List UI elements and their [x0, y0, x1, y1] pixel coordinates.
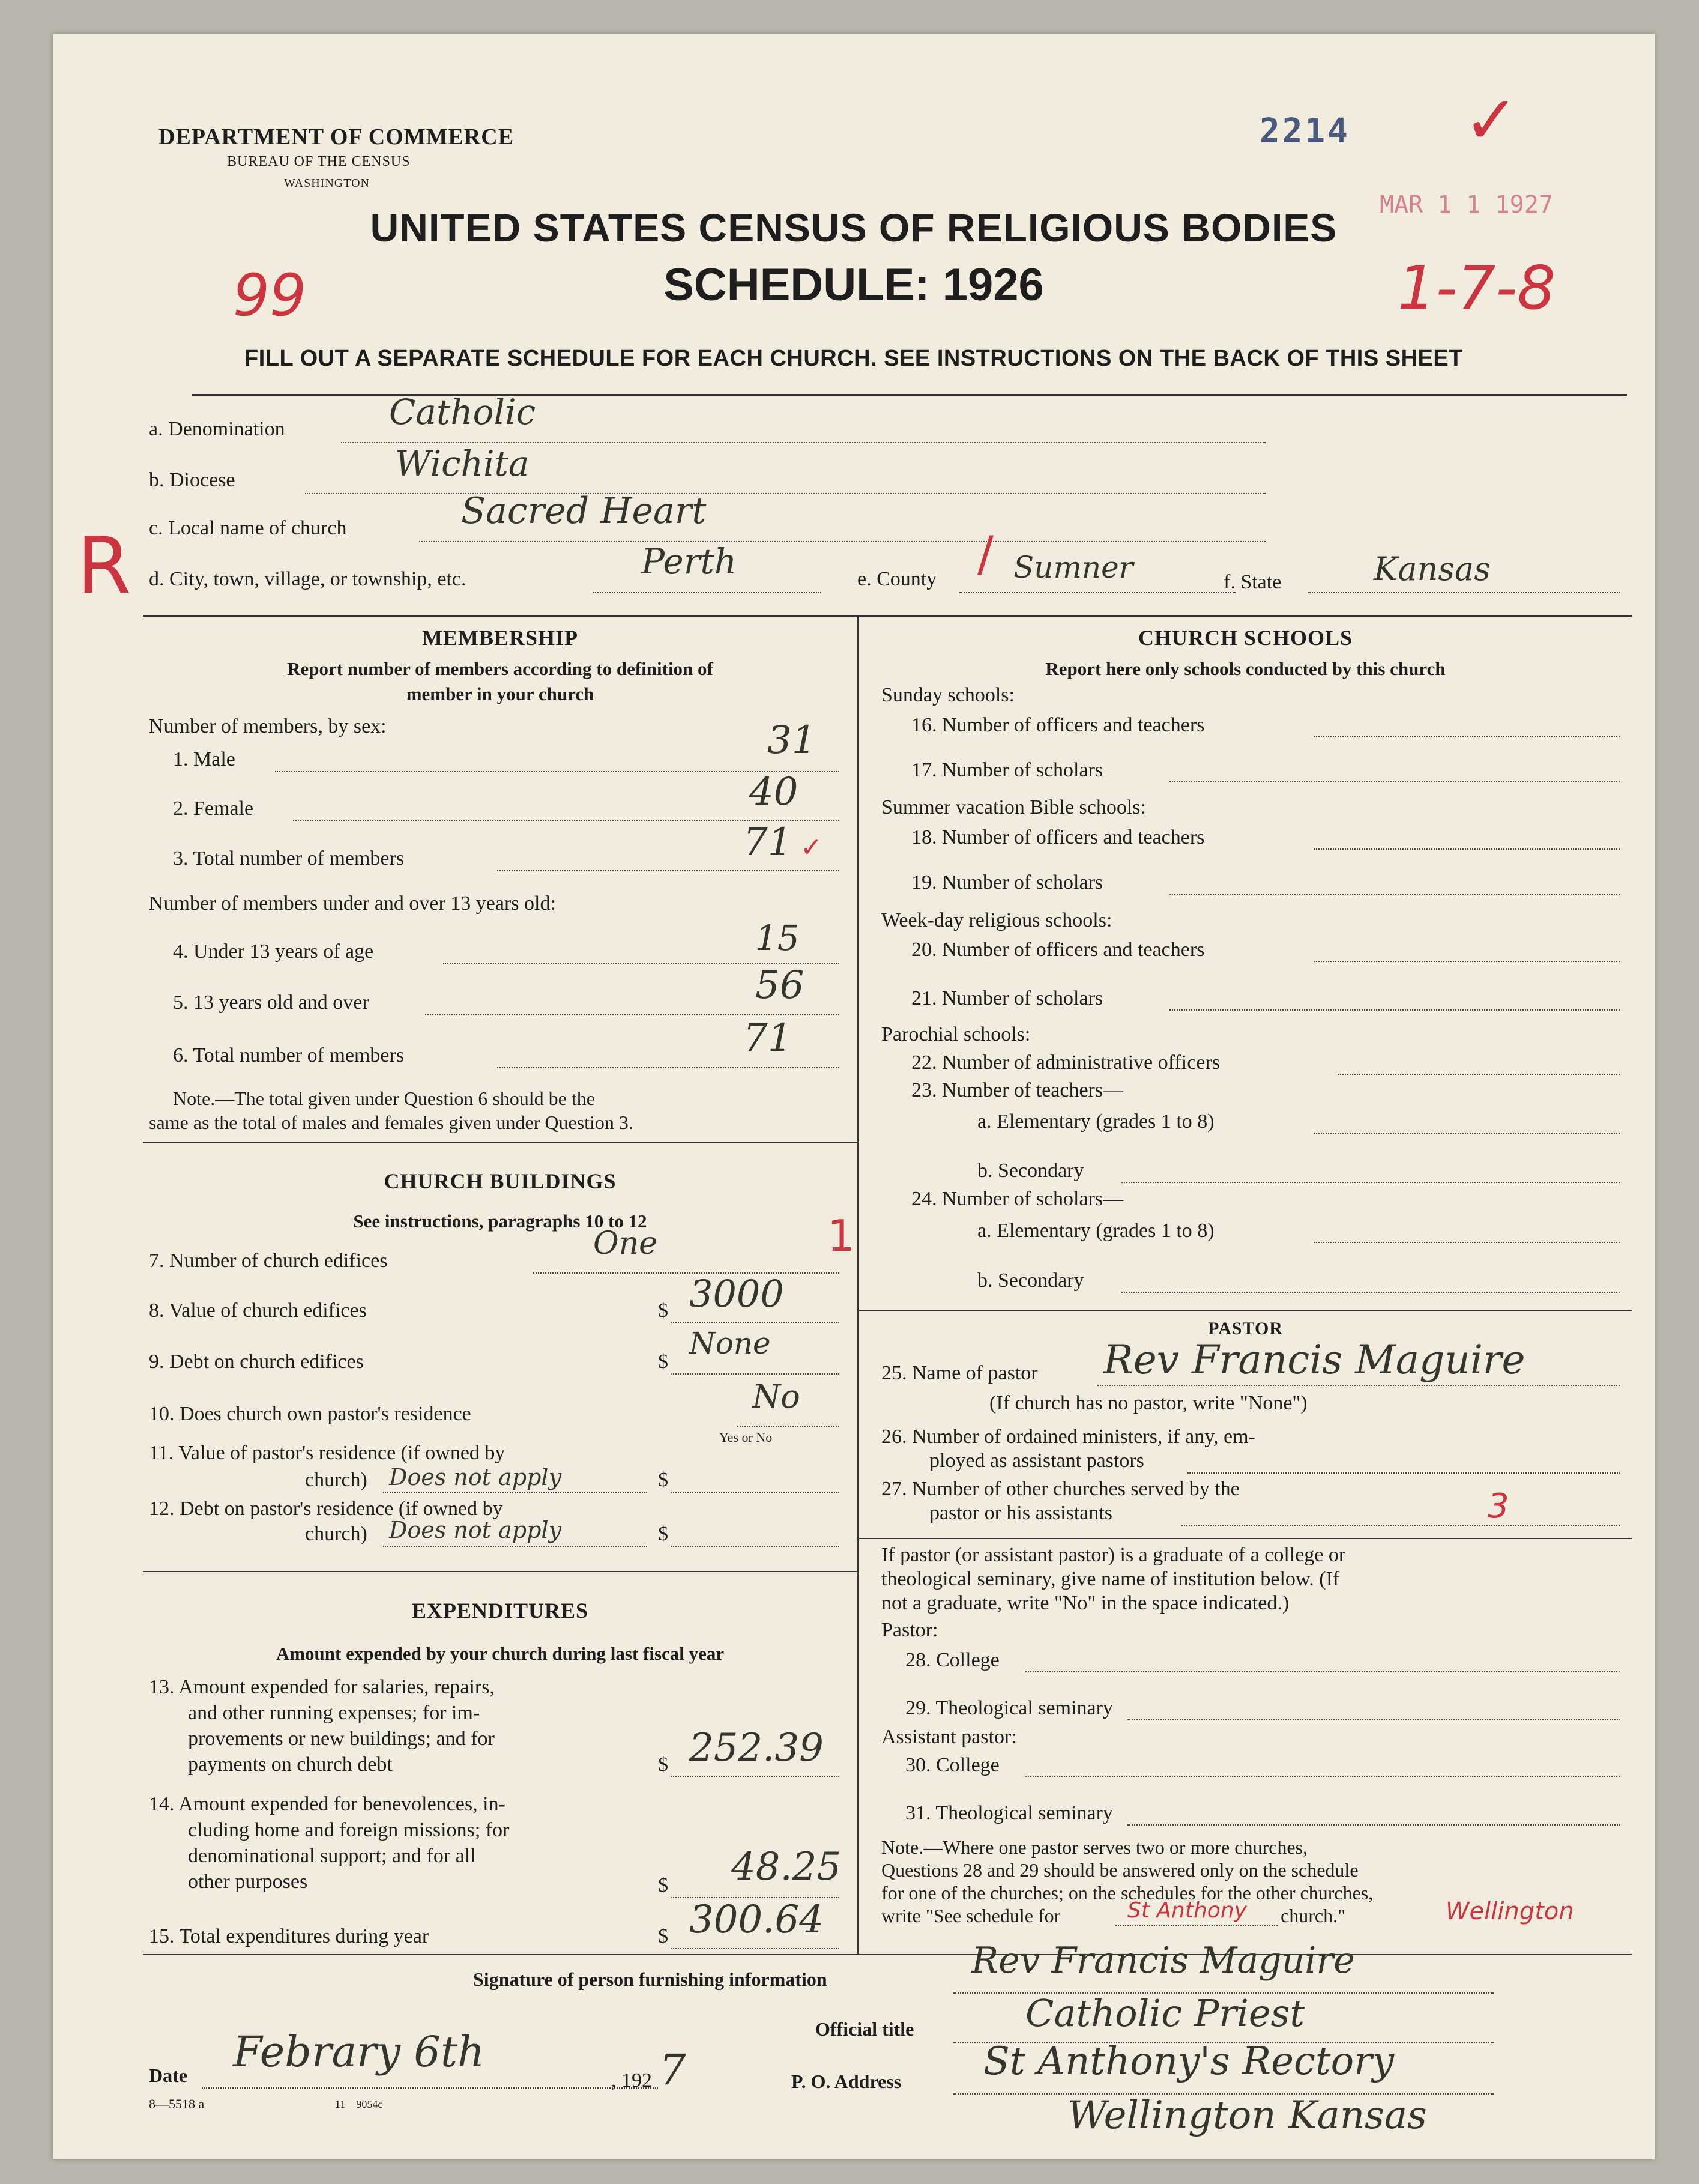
date-label: Date	[149, 2065, 187, 2086]
q13-line-1: 13. Amount expended for salaries, repairs,	[149, 1676, 495, 1698]
schools-heading: CHURCH SCHOOLS	[1138, 626, 1353, 650]
graduate-instruction-1: If pastor (or assistant pastor) is a graduate of a college or	[881, 1544, 1346, 1566]
parochial-schools-label: Parochial schools:	[881, 1023, 1031, 1045]
membership-heading: MEMBERSHIP	[421, 626, 578, 650]
bureau-heading: BUREAU OF THE CENSUS	[227, 154, 411, 169]
q19-line	[1169, 894, 1620, 895]
red-letter-mark: R	[77, 520, 131, 611]
assistant-sub-label: Assistant pastor:	[881, 1726, 1017, 1748]
pastor-note-fill: St Anthony	[1127, 1898, 1247, 1923]
q22-line	[1338, 1074, 1620, 1075]
schedule-title: SCHEDULE: 1926	[663, 259, 1044, 310]
q30-line	[1025, 1776, 1620, 1777]
divider	[143, 615, 1632, 617]
q16-line	[1314, 736, 1620, 737]
expenditures-heading: EXPENDITURES	[411, 1599, 589, 1623]
sunday-schools-label: Sunday schools:	[881, 684, 1015, 706]
summer-schools-label: Summer vacation Bible schools:	[881, 796, 1146, 818]
q18-line	[1314, 848, 1620, 850]
q8-value: 3000	[689, 1272, 784, 1316]
q14-line-4: other purposes	[188, 1871, 308, 1893]
q17-line	[1169, 781, 1620, 782]
pastor-note-3: for one of the churches; on the schedules for the other churches,	[881, 1882, 1374, 1904]
q31-label: 31. Theological seminary	[905, 1802, 1113, 1824]
form-code: 8—5518 a	[149, 2096, 205, 2111]
pastor-note-fill-line	[1115, 1925, 1278, 1926]
divider	[859, 1310, 1632, 1311]
signature-value: Rev Francis Maguire	[971, 1940, 1355, 1982]
church-name-value: Sacred Heart	[461, 490, 707, 532]
q11-value: Does not apply	[389, 1464, 562, 1490]
q14-line-2: cluding home and foreign missions; for	[188, 1819, 510, 1841]
q14-line-3: denominational support; and for all	[188, 1845, 476, 1867]
q20-label: 20. Number of officers and teachers	[911, 939, 1205, 961]
denomination-value: Catholic	[389, 392, 536, 432]
q25-line	[1097, 1385, 1620, 1386]
red-tick-mark: /	[977, 526, 994, 582]
q5-label: 5. 13 years old and over	[173, 991, 369, 1014]
q10-label: 10. Does church own pastor's residence	[149, 1403, 471, 1425]
q8-label: 8. Value of church edifices	[149, 1299, 367, 1322]
q21-line	[1169, 1009, 1620, 1011]
po-address-value-2: Wellington Kansas	[1067, 2093, 1427, 2138]
print-code: 11—9054c	[335, 2098, 383, 2110]
city-label: d. City, town, village, or township, etc.	[149, 568, 466, 590]
official-title-value: Catholic Priest	[1025, 1991, 1305, 2035]
q5-line	[425, 1014, 839, 1015]
q24b-line	[1121, 1292, 1620, 1293]
graduate-instruction-3: not a graduate, write "No" in the space indicated.)	[881, 1592, 1290, 1614]
q19-label: 19. Number of scholars	[911, 871, 1103, 894]
pastor-note-4-prefix: write "See schedule for	[881, 1905, 1061, 1926]
q28-line	[1025, 1671, 1620, 1672]
po-address-value-1: St Anthony's Rectory	[983, 2039, 1394, 2084]
q7-value: One	[593, 1226, 657, 1262]
county-label: e. County	[857, 568, 937, 590]
po-address-label: P. O. Address	[791, 2071, 902, 2092]
pastor-sub-label: Pastor:	[881, 1619, 938, 1641]
q27-line-1: 27. Number of other churches served by the	[881, 1478, 1240, 1500]
q12-label-2: church)	[305, 1523, 367, 1545]
q27-value: 3	[1488, 1487, 1509, 1526]
q21-label: 21. Number of scholars	[911, 987, 1103, 1009]
city-heading: WASHINGTON	[284, 177, 370, 190]
divider	[859, 1538, 1632, 1539]
form-title: UNITED STATES CENSUS OF RELIGIOUS BODIES	[370, 205, 1338, 250]
q1-label: 1. Male	[173, 748, 235, 770]
q14-line-1: 14. Amount expended for benevolences, in-	[149, 1793, 505, 1815]
q13-line	[671, 1776, 839, 1777]
q30-label: 30. College	[905, 1754, 1000, 1776]
church-name-line	[419, 541, 1266, 542]
department-heading: DEPARTMENT OF COMMERCE	[158, 124, 515, 150]
year-digit: 7	[659, 2045, 686, 2095]
q27-line-2: pastor or his assistants	[929, 1502, 1113, 1524]
q8-line	[671, 1322, 839, 1323]
q10-line	[737, 1426, 839, 1427]
q13-dollar: $	[658, 1753, 668, 1776]
year-prefix: , 192	[611, 2069, 652, 2092]
census-schedule-sheet	[53, 34, 1655, 2159]
q6-label: 6. Total number of members	[173, 1044, 405, 1066]
q13-value: 252.39	[689, 1726, 824, 1770]
q2-value: 40	[749, 770, 798, 814]
diocese-label: b. Diocese	[149, 469, 235, 491]
city-value: Perth	[641, 541, 737, 582]
serial-number: 2214	[1260, 112, 1350, 151]
q9-dollar: $	[658, 1351, 668, 1373]
q15-label: 15. Total expenditures during year	[149, 1925, 429, 1947]
graduate-instruction-2: theological seminary, give name of institution below. (If	[881, 1568, 1340, 1590]
q15-dollar: $	[658, 1925, 668, 1947]
q8-dollar: $	[658, 1299, 668, 1322]
q25-value: Rev Francis Maguire	[1103, 1337, 1525, 1383]
q27-line	[1181, 1525, 1620, 1526]
q2-label: 2. Female	[173, 797, 254, 820]
q1-value: 31	[767, 718, 816, 763]
q23a-line	[1314, 1133, 1620, 1134]
q9-line	[671, 1373, 839, 1375]
q14-value: 48.25	[731, 1845, 842, 1889]
schools-sub: Report here only schools conducted by this church	[1045, 658, 1446, 679]
signature-label: Signature of person furnishing information	[473, 1968, 827, 1990]
weekday-schools-label: Week-day religious schools:	[881, 909, 1112, 931]
by-age-label: Number of members under and over 13 years old:	[149, 892, 556, 915]
official-title-label: Official title	[815, 2018, 914, 2040]
q12-value: Does not apply	[389, 1517, 562, 1543]
by-sex-label: Number of members, by sex:	[149, 715, 387, 737]
divider	[143, 1142, 857, 1143]
q13-line-4: payments on church debt	[188, 1753, 393, 1776]
q9-value: None	[689, 1326, 771, 1361]
pastor-note-1: Note.—Where one pastor serves two or more churches,	[881, 1836, 1308, 1858]
q3-line	[497, 870, 839, 871]
buildings-heading: CHURCH BUILDINGS	[384, 1169, 617, 1193]
state-line	[1308, 592, 1620, 593]
membership-intro-1: Report number of members according to definition of	[287, 658, 713, 679]
q11-line	[383, 1492, 647, 1493]
q15-value: 300.64	[689, 1898, 824, 1942]
q23-label: 23. Number of teachers—	[911, 1079, 1124, 1101]
q24b-label: b. Secondary	[977, 1269, 1084, 1292]
q5-value: 56	[755, 963, 804, 1008]
state-label: f. State	[1224, 571, 1282, 593]
pastor-note-4-suffix: church."	[1281, 1905, 1346, 1926]
county-line	[959, 592, 1236, 593]
diocese-value: Wichita	[395, 443, 530, 484]
q13-line-3: provements or new buildings; and for	[188, 1728, 495, 1750]
q6-value: 71	[743, 1016, 792, 1060]
received-date-stamp: MAR 1 1 1927	[1380, 191, 1553, 219]
q28-label: 28. College	[905, 1649, 1000, 1671]
q11-label-1: 11. Value of pastor's residence (if owned by	[149, 1442, 505, 1464]
q11-amount-line	[671, 1492, 839, 1493]
q14-dollar: $	[658, 1874, 668, 1896]
city-line	[593, 592, 821, 593]
denomination-label: a. Denomination	[149, 418, 285, 440]
q24a-label: a. Elementary (grades 1 to 8)	[977, 1220, 1215, 1242]
q7-red-value: 1	[827, 1211, 855, 1261]
q11-label-2: church)	[305, 1469, 367, 1491]
membership-note-1: Note.—The total given under Question 6 should be the	[173, 1087, 595, 1109]
q6-line	[497, 1067, 839, 1068]
date-line	[202, 2087, 658, 2089]
q25-hint: (If church has no pastor, write "None")	[989, 1392, 1308, 1414]
q18-label: 18. Number of officers and teachers	[911, 826, 1205, 848]
q23b-label: b. Secondary	[977, 1160, 1084, 1182]
red-checkmark-icon: ✓	[1464, 82, 1519, 159]
red-check-icon: ✓	[800, 832, 822, 863]
red-number-left: 99	[233, 262, 307, 329]
q12-label-1: 12. Debt on pastor's residence (if owned by	[149, 1498, 503, 1520]
q4-value: 15	[755, 918, 800, 958]
q23a-label: a. Elementary (grades 1 to 8)	[977, 1110, 1215, 1133]
divider	[143, 1954, 1632, 1955]
q26-line-1: 26. Number of ordained ministers, if any, em-	[881, 1426, 1255, 1448]
membership-note-2: same as the total of males and females given under Question 3.	[149, 1112, 633, 1133]
q12-line	[383, 1546, 647, 1547]
membership-intro-2: member in your church	[406, 683, 594, 704]
diocese-line	[305, 493, 1266, 494]
q13-line-2: and other running expenses; for im-	[188, 1702, 480, 1724]
county-value: Sumner	[1013, 550, 1133, 585]
pastor-note-red: Wellington	[1446, 1898, 1574, 1925]
q29-label: 29. Theological seminary	[905, 1697, 1113, 1719]
q12-amount-line	[671, 1546, 839, 1547]
divider	[143, 1571, 857, 1572]
q26-line-2: ployed as assistant pastors	[929, 1450, 1144, 1472]
q3-label: 3. Total number of members	[173, 847, 405, 870]
q17-label: 17. Number of scholars	[911, 759, 1103, 781]
q3-value: 71	[743, 820, 792, 865]
state-value: Kansas	[1374, 550, 1491, 588]
q24a-line	[1314, 1242, 1620, 1243]
q15-line	[671, 1948, 839, 1949]
q7-label: 7. Number of church edifices	[149, 1250, 388, 1272]
q29-line	[1127, 1719, 1620, 1720]
q16-label: 16. Number of officers and teachers	[911, 714, 1205, 736]
church-name-label: c. Local name of church	[149, 517, 347, 539]
q26-line	[1187, 1472, 1620, 1474]
pastor-note-2: Questions 28 and 29 should be answered only on the schedule	[881, 1859, 1359, 1881]
q4-label: 4. Under 13 years of age	[173, 940, 374, 963]
q12-dollar: $	[658, 1523, 668, 1545]
column-divider	[857, 615, 859, 1954]
q9-label: 9. Debt on church edifices	[149, 1351, 364, 1373]
pastor-heading: PASTOR	[1208, 1319, 1283, 1339]
q7-line	[533, 1272, 839, 1274]
q22-label: 22. Number of administrative officers	[911, 1051, 1220, 1074]
fill-out-instruction: FILL OUT A SEPARATE SCHEDULE FOR EACH CHURCH. SEE INSTRUCTIONS ON THE BACK OF THIS SHEET	[244, 346, 1463, 371]
buildings-sub: See instructions, paragraphs 10 to 12	[353, 1211, 647, 1232]
expenditures-sub: Amount expended by your church during last fiscal year	[276, 1643, 725, 1664]
date-value: Febrary 6th	[233, 2027, 485, 2077]
q25-label: 25. Name of pastor	[881, 1362, 1038, 1384]
q20-line	[1314, 961, 1620, 962]
yes-no-caption: Yes or No	[719, 1430, 773, 1445]
q31-line	[1127, 1824, 1620, 1826]
q23b-line	[1121, 1182, 1620, 1183]
q11-dollar: $	[658, 1469, 668, 1491]
q10-value: No	[752, 1378, 800, 1415]
q24-label: 24. Number of scholars—	[911, 1188, 1124, 1210]
red-code: 1-7-8	[1398, 253, 1556, 323]
